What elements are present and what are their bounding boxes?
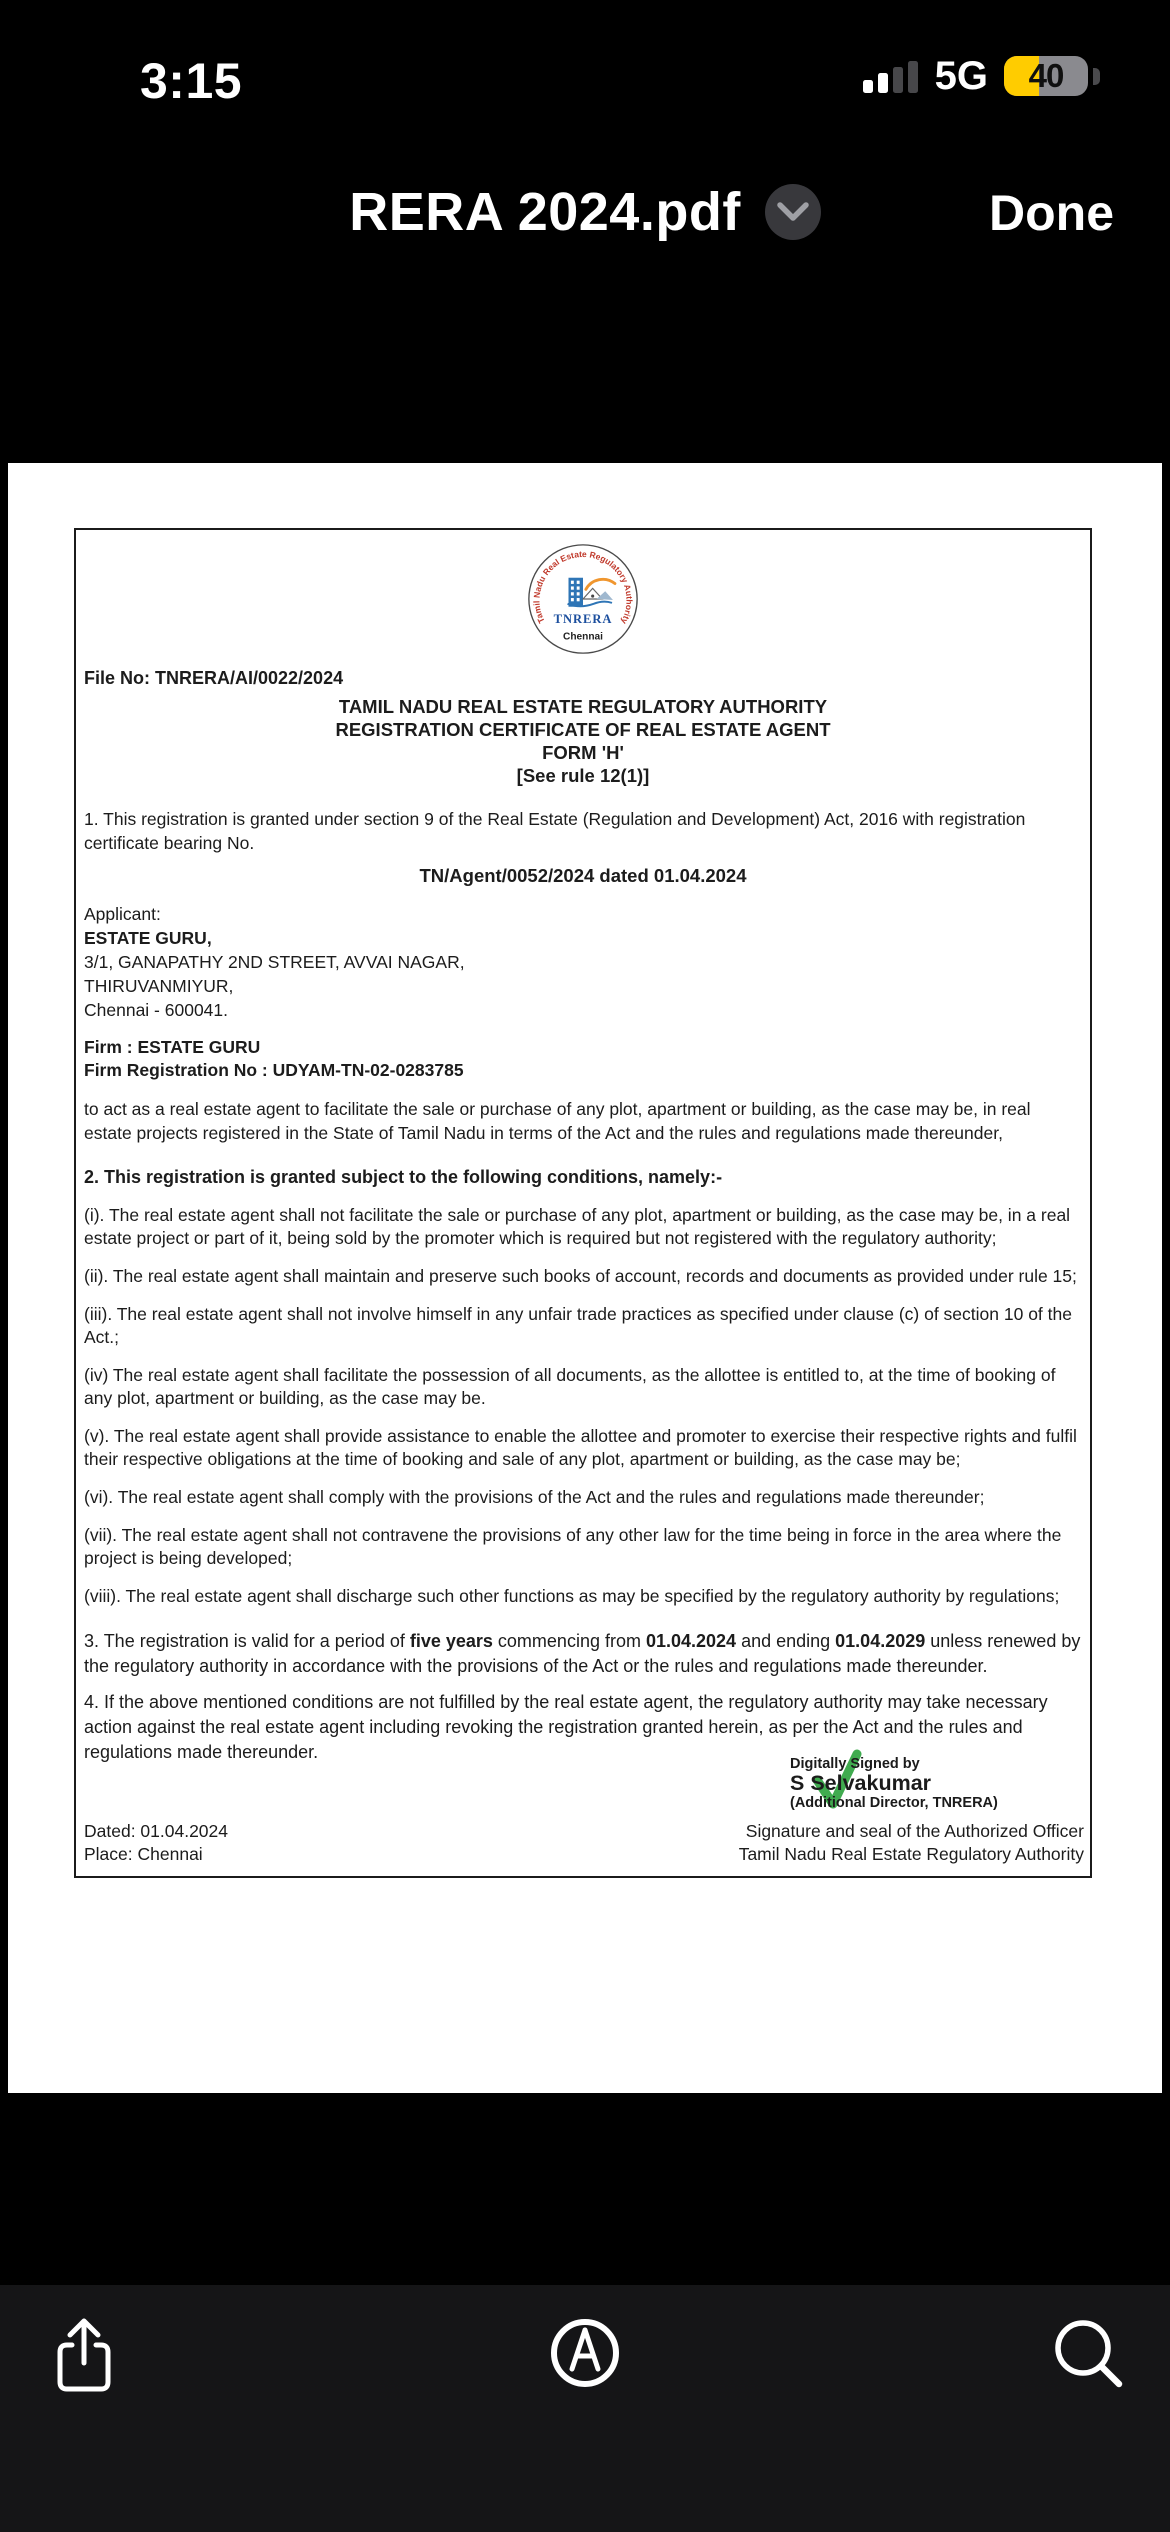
certificate-border-box — [74, 528, 1092, 1878]
condition-item-viii: (viii). The real estate agent shall discharge such other functions as may be specified by the regulatory authority by regulations; — [84, 1586, 1060, 1606]
title-menu-button[interactable] — [765, 184, 821, 240]
heading-rule: [See rule 12(1)] — [516, 765, 650, 786]
logo-bottom-text: Chennai — [563, 631, 603, 643]
file-number: File No: TNRERA/AI/0022/2024 — [84, 668, 344, 688]
paragraph-act: to act as a real estate agent to facilitate the sale or purchase of any plot, apartment or building, as the case may be, in real estate projects registered in the State of Tamil Nadu in terms of the Act and the rules and regulations made thereunder, — [84, 1099, 1031, 1143]
battery-percent: 40 — [1028, 57, 1064, 94]
section-3-validity: 3. The registration is valid for a period of five years commencing from 01.04.2024 and ending 01.04.2029 unless renewed by the regulatory authority in accordance with the provisions of the Act or the rules and regulations made thereunder. — [84, 1631, 1081, 1676]
firm-name-line: Firm : ESTATE GURU — [84, 1037, 261, 1057]
heading-authority: TAMIL NADU REAL ESTATE REGULATORY AUTHORITY — [338, 696, 828, 717]
signature-caption-2: Tamil Nadu Real Estate Regulatory Authority — [738, 1844, 1084, 1864]
paragraph-1: 1. This registration is granted under section 9 of the Real Estate (Regulation and Development) Act, 2016 with registration certificate bearing No. — [84, 809, 1026, 853]
condition-item-i: (i). The real estate agent shall not facilitate the sale or purchase of any plot, apartment or building, as the case may be, in a real estate project or part of it, being sold by the promoter which is required but not registered with the regulatory authority; — [84, 1205, 1071, 1248]
dated-line: Dated: 01.04.2024 — [84, 1821, 229, 1841]
pdf-page[interactable] — [8, 463, 1162, 2093]
battery-icon — [1004, 56, 1088, 96]
firm-block — [84, 1036, 1082, 1082]
battery-cap — [1093, 68, 1100, 85]
cellular-signal-icon — [863, 59, 919, 93]
applicant-address-line: 3/1, GANAPATHY 2ND STREET, AVVAI NAGAR, — [84, 952, 465, 972]
certificate-headings — [84, 695, 1082, 787]
condition-item-ii: (ii). The real estate agent shall maintain and preserve such books of account, records and documents as provided under rule 15; — [84, 1266, 1077, 1286]
status-time: 3:15 — [140, 53, 243, 109]
section-4-revocation: 4. If the above mentioned conditions are not fulfilled by the real estate agent, the regulatory authority may take necessary action against the real estate agent including revoking the registration granted herein, as per the Act and the rules and regulations made thereunder. — [84, 1692, 1048, 1762]
condition-item-iii: (iii). The real estate agent shall not involve himself in any unfair trade practices as specified under clause (c) of section 10 of the Act.; — [84, 1304, 1072, 1347]
signatory-name: S Selvakumar — [790, 1771, 932, 1795]
document-title: RERA 2024.pdf — [349, 182, 741, 242]
condition-item-v: (v). The real estate agent shall provide assistance to enable the allottee and promoter to exercise their respective rights and fulfil their respective obligations at the time of booking and sale of any plot, apartment or building, as the case may be; — [84, 1426, 1077, 1469]
chevron-down-icon — [776, 201, 810, 223]
digitally-signed-label: Digitally Signed by — [790, 1756, 920, 1772]
heading-form: FORM 'H' — [542, 742, 624, 763]
certificate-footer — [84, 1820, 1084, 1866]
share-icon[interactable] — [48, 2315, 120, 2395]
applicant-address-line: Chennai - 600041. — [84, 1000, 228, 1020]
applicant-address-line: THIRUVANMIYUR, — [84, 976, 234, 996]
applicant-name: ESTATE GURU, — [84, 928, 212, 948]
logo-ring-text: Tamil Nadu Real Estate Regulatory Authority — [531, 548, 635, 626]
markup-icon[interactable] — [547, 2315, 623, 2391]
bottom-toolbar — [0, 2285, 1170, 2532]
logo-center-text: TNRERA — [553, 612, 613, 627]
signatory-designation: (Additional Director, TNRERA) — [790, 1795, 998, 1811]
section-2-heading: 2. This registration is granted subject to the following conditions, namely:- — [84, 1167, 723, 1187]
signature-caption-1: Signature and seal of the Authorized Officer — [745, 1821, 1084, 1841]
firm-registration-line: Firm Registration No : UDYAM-TN-02-0283785 — [84, 1060, 464, 1080]
condition-item-iv: (iv) The real estate agent shall facilitate the possession of all documents, as the allottee is entitled to, at the time of booking of any plot, apartment or building, as the case may be. — [84, 1365, 1056, 1408]
place-line: Place: Chennai — [84, 1844, 203, 1864]
search-icon[interactable] — [1050, 2315, 1126, 2391]
tnrera-logo — [525, 541, 641, 663]
status-icons — [863, 54, 1100, 98]
condition-item-vii: (vii). The real estate agent shall not contravene the provisions of any other law for the time being in force in the area where the project is being developed; — [84, 1525, 1062, 1568]
applicant-label: Applicant: — [84, 904, 161, 924]
condition-item-vi: (vi). The real estate agent shall comply with the provisions of the Act and the rules and regulations made thereunder; — [84, 1487, 985, 1507]
digital-signature-block — [790, 1756, 1070, 1811]
network-type-label: 5G — [934, 53, 988, 98]
heading-certificate: REGISTRATION CERTIFICATE OF REAL ESTATE AGENT — [335, 719, 831, 740]
applicant-block — [84, 902, 1082, 1022]
done-button[interactable]: Done — [989, 185, 1114, 241]
registration-number-line: TN/Agent/0052/2024 dated 01.04.2024 — [419, 865, 747, 886]
